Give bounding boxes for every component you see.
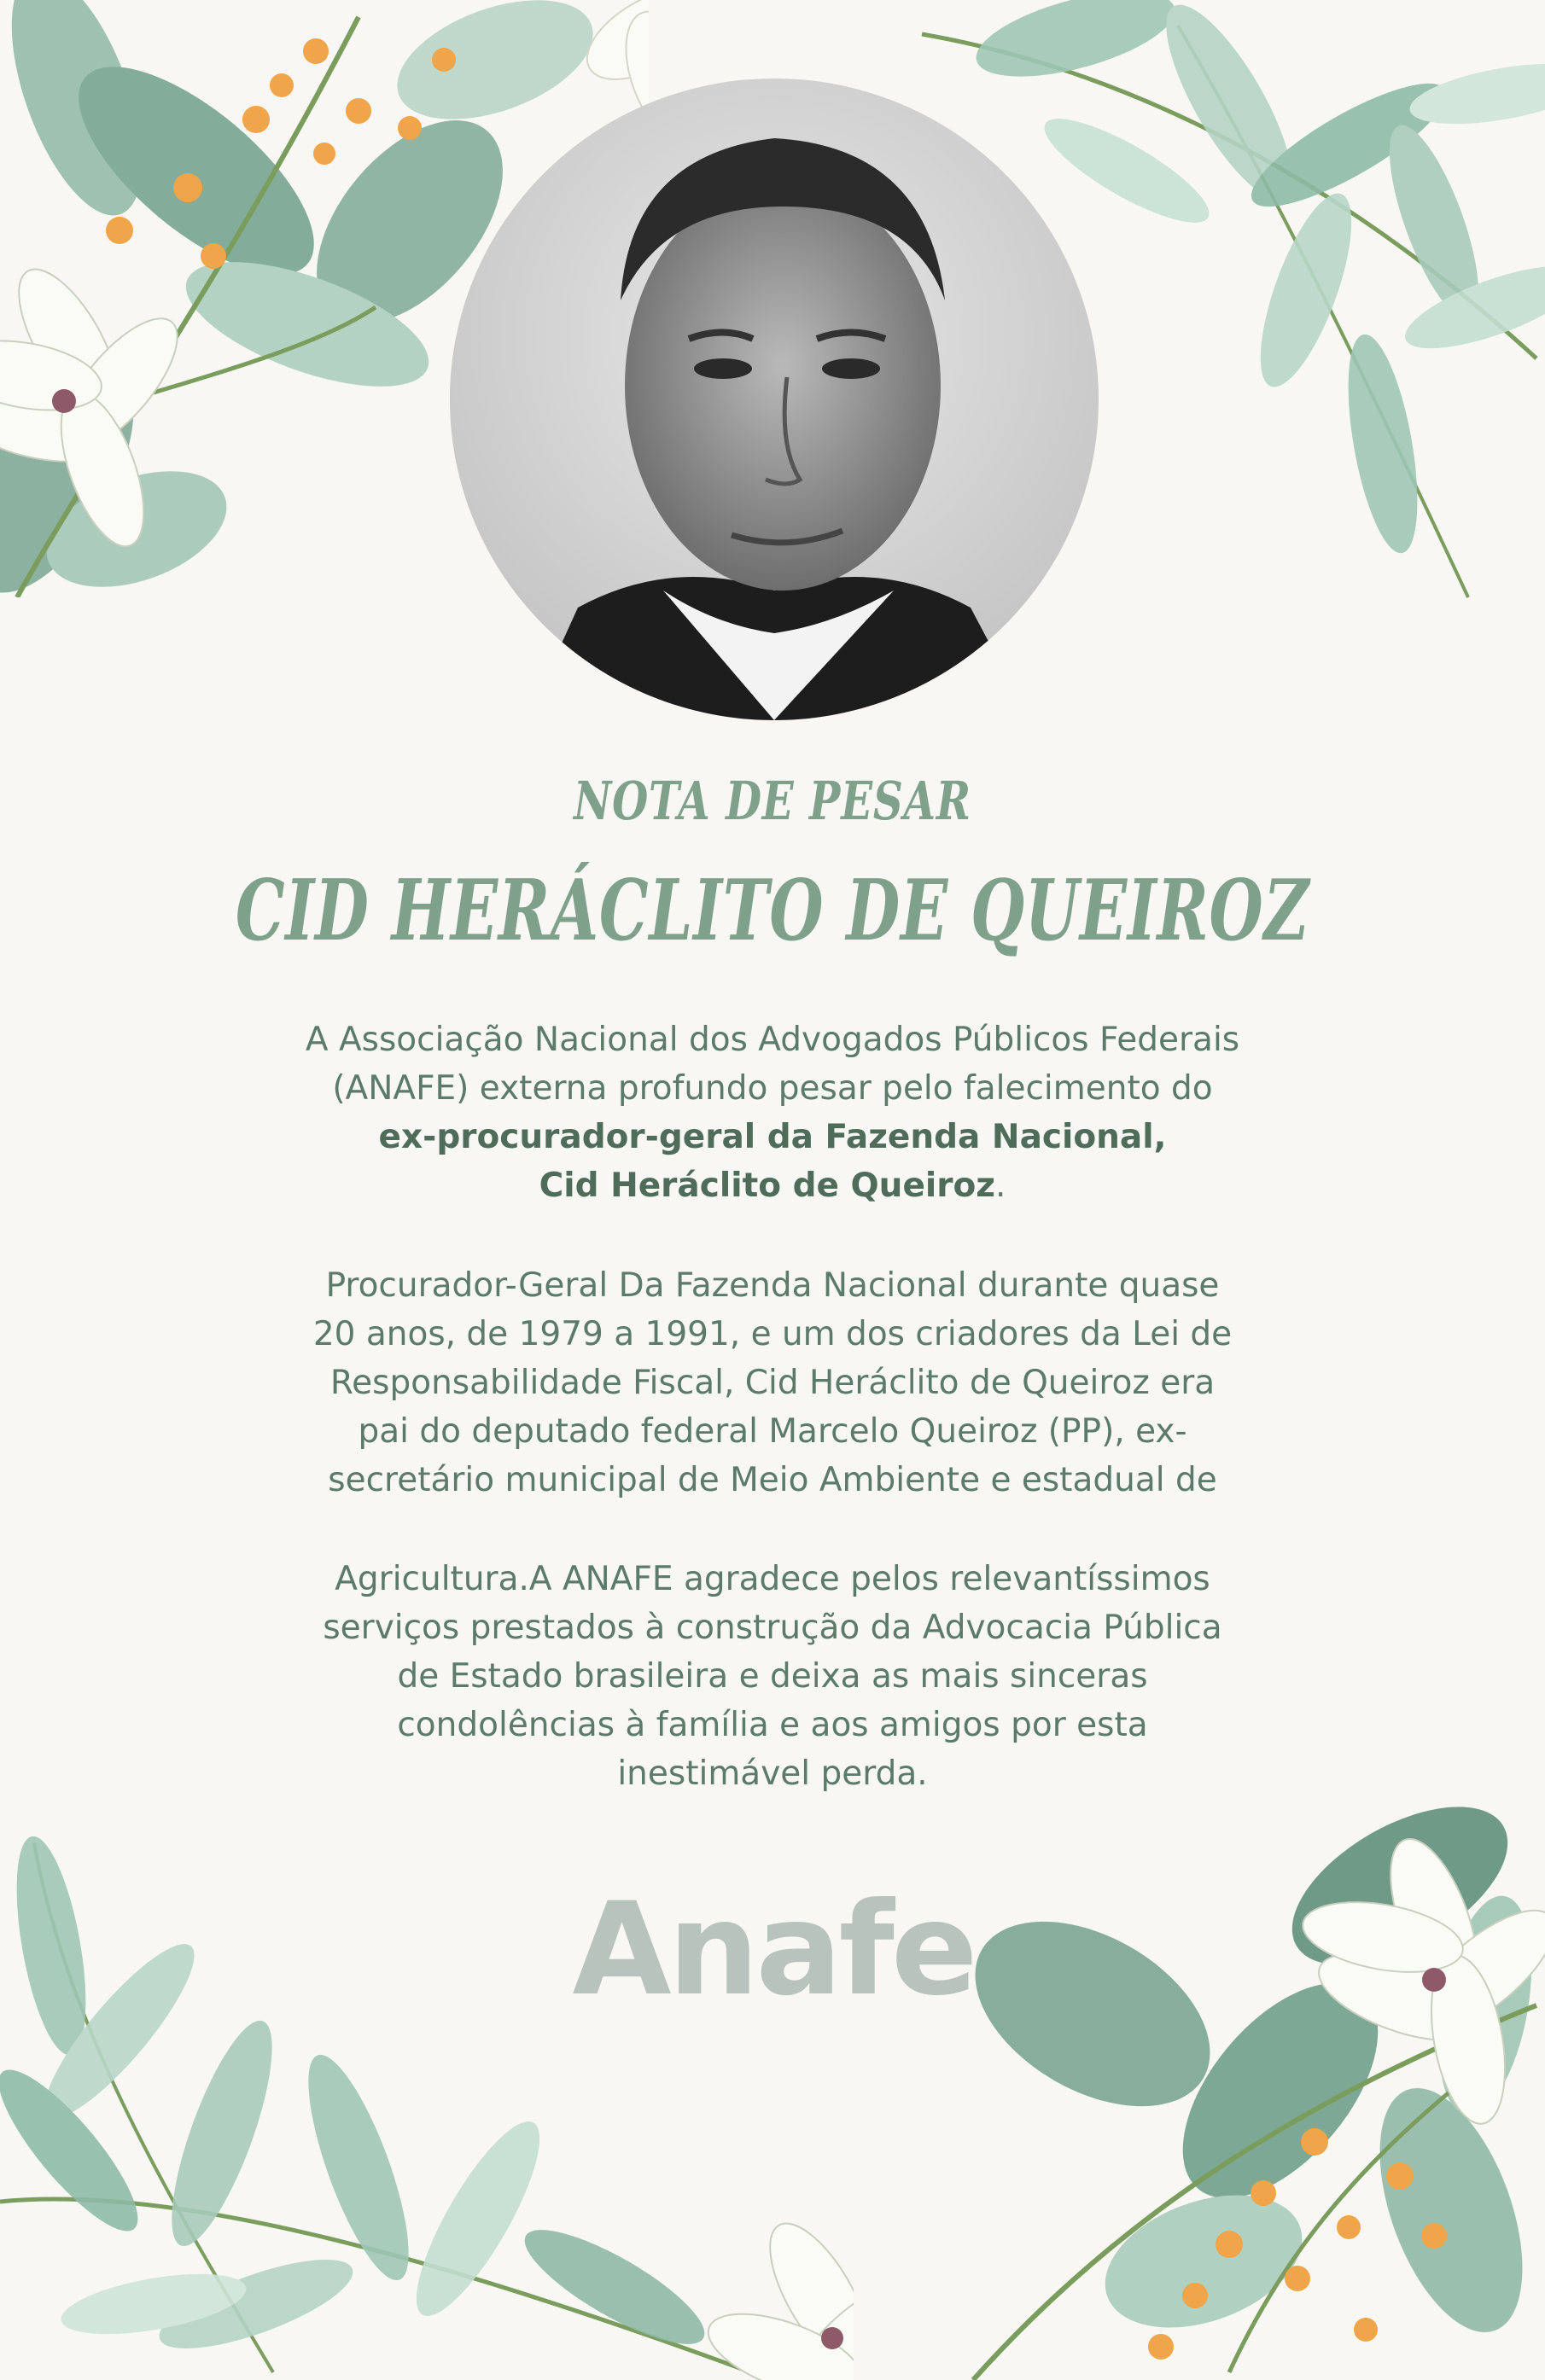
- deceased-name: CID HERÁCLITO DE QUEIROZ: [235, 862, 1310, 960]
- portrait-photo: [450, 79, 1099, 720]
- paragraph-line: Agricultura.A ANAFE agradece pelos relevantíssimos: [335, 1560, 1210, 1598]
- paragraph-line: (ANAFE) externa profundo pesar pelo falecimento do: [332, 1069, 1213, 1108]
- paragraph-line-end: .: [995, 1167, 1006, 1205]
- paragraph-line: Responsabilidade Fiscal, Cid Heráclito de Queiroz era: [329, 1364, 1216, 1402]
- paragraph-announcement: [218, 1015, 1327, 1210]
- floral-decoration-bottom-right: [922, 1784, 1545, 2380]
- paragraph-line-bold: ex-procurador-geral da Fazenda Nacional,: [378, 1118, 1167, 1156]
- paragraph-biography: [218, 1261, 1327, 1504]
- paragraph-line: A Associação Nacional dos Advogados Públicos Federais: [305, 1021, 1240, 1059]
- paragraph-condolences: [218, 1555, 1327, 1798]
- paragraph-line-bold: Cid Heráclito de Queiroz: [539, 1167, 995, 1205]
- floral-decoration-bottom-left: [0, 1775, 854, 2380]
- paragraph-line: de Estado brasileira e deixa as mais sinceras: [397, 1657, 1148, 1696]
- paragraph-line: serviços prestados à construção da Advocacia Pública: [323, 1609, 1222, 1647]
- paragraph-line: 20 anos, de 1979 a 1991, e um dos criadores da Lei de: [312, 1315, 1233, 1353]
- paragraph-line: secretário municipal de Meio Ambiente e estadual de: [328, 1461, 1217, 1499]
- paragraph-line: condolências à família e aos amigos por esta: [397, 1706, 1148, 1744]
- notice-subtitle: NOTA DE PESAR: [574, 770, 971, 832]
- paragraph-line: Procurador-Geral Da Fazenda Nacional durante quase: [325, 1266, 1220, 1305]
- paragraph-line: pai do deputado federal Marcelo Queiroz (PP), ex-: [358, 1412, 1187, 1451]
- anafe-logo-text: Anafe: [572, 1876, 975, 2024]
- paragraph-line: inestimável perda.: [617, 1754, 928, 1793]
